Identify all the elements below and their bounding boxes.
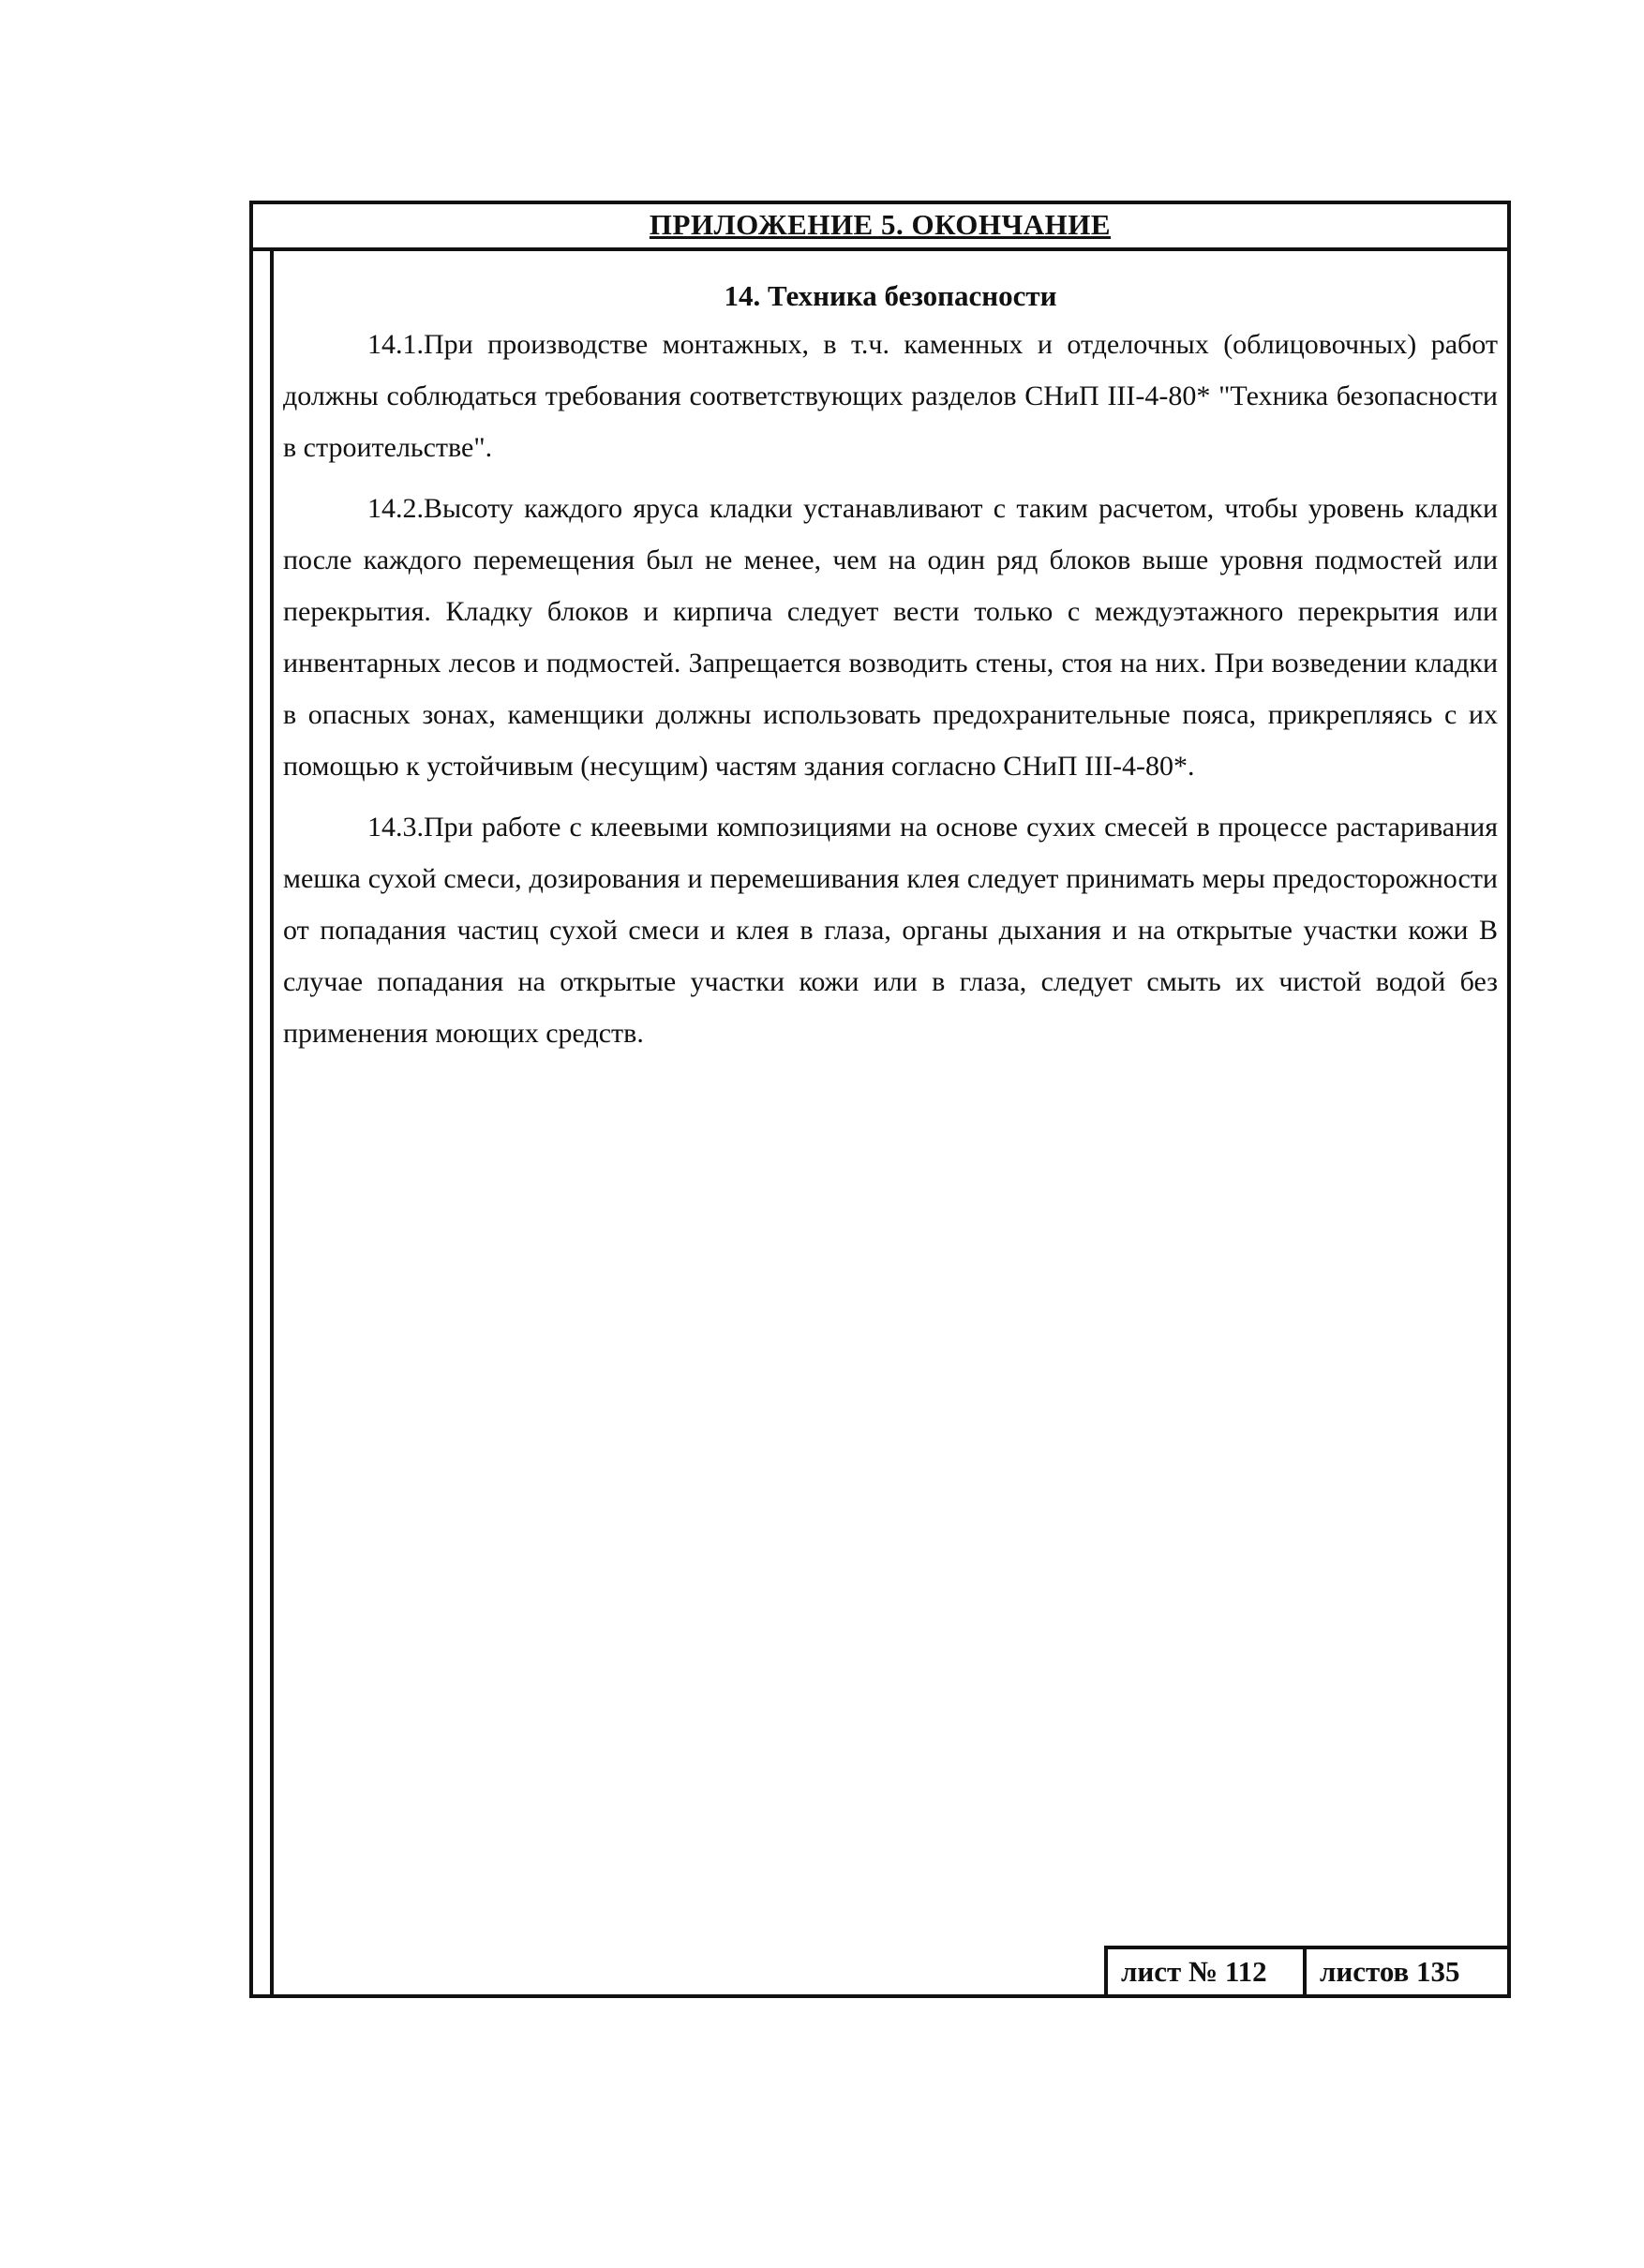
total-sheets: листов 135 — [1320, 1955, 1460, 1988]
paragraph-14-3: 14.3.При работе с клеевыми композициями на основе сухих смесей в процессе растаривания мешка сухой смеси, дозирования и перемешивания клея следует принимать меры предосторожности от попадания частиц сухой смеси и клея в глаза, органы дыхания и на открытые участки кожи В случае попадания на открытые участки кожи или в глаза, следует смыть их чистой водой без применения моющих средств. — [283, 812, 1498, 1049]
document-frame — [249, 201, 1511, 1998]
appendix-header — [253, 204, 1507, 251]
paragraph-14-1: 14.1.При производстве монтажных, в т.ч. каменных и отделочных (облицовочных) работ должны соблюдаться требования соответствующих разделов СНиП III-4-80* "Техника безопасности в строительстве". — [283, 329, 1498, 463]
sheet-number: лист № 112 — [1108, 1949, 1307, 1998]
section-content — [283, 270, 1498, 1059]
document-body — [270, 251, 1507, 1994]
appendix-title: ПРИЛОЖЕНИЕ 5. ОКОНЧАНИЕ — [649, 208, 1112, 241]
sheet-footer — [1104, 1946, 1511, 1998]
paragraph-14-2: 14.2.Высоту каждого яруса кладки устанавливают с таким расчетом, чтобы уровень кладки после каждого перемещения был не менее, чем на один ряд блоков выше уровня подмостей или перекрытия. Кладку блоков и кирпича следует вести только с междуэтажного перекрытия или инвентарных лесов и подмостей. Запрещается возводить стены, стоя на них. При возведении кладки в опасных зонах, каменщики должны использовать предохранительные пояса, прикрепляясь с их помощью к устойчивым (несущим) частям здания согласно СНиП III-4-80*. — [283, 493, 1498, 782]
section-title: 14. Техника безопасности — [724, 279, 1057, 312]
